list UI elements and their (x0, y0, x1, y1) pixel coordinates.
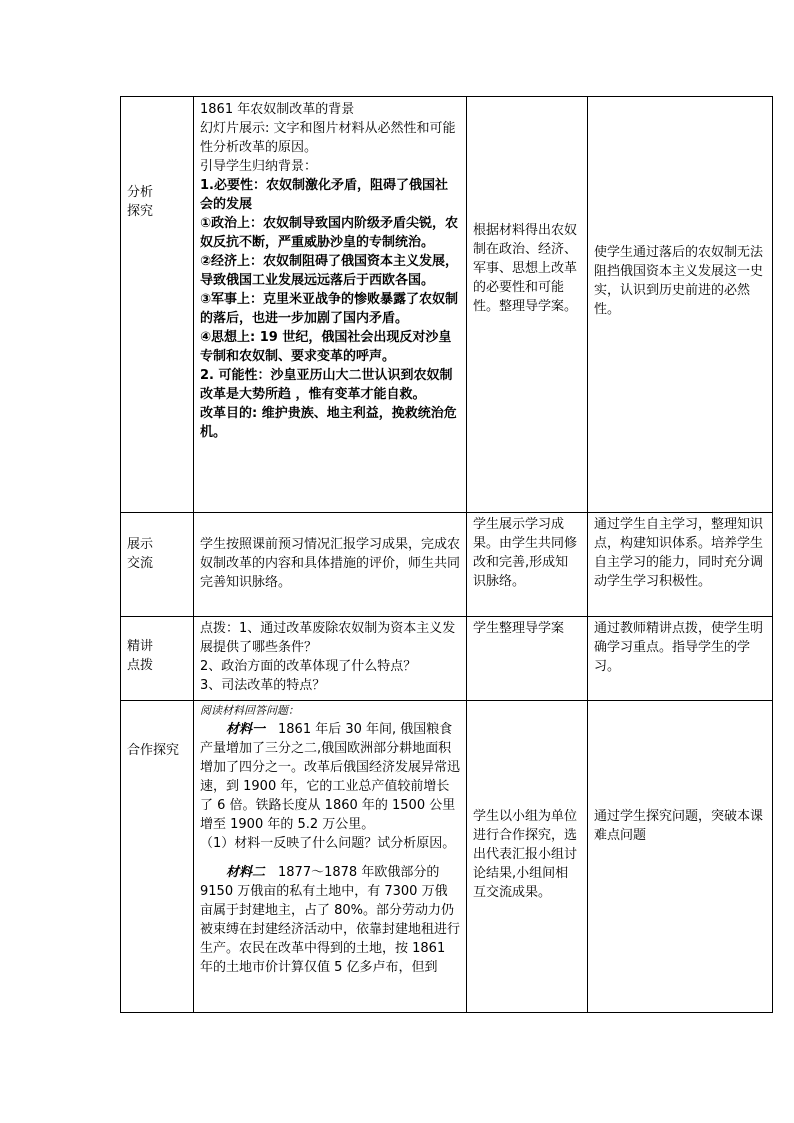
question-item: （1）材料一反映了什么问题？试分析原因。 (200, 836, 456, 851)
stage-label: 交流 (127, 556, 154, 571)
reading-instruction: 阅读材料回答问题： (200, 704, 299, 717)
material-text: 1877～1878 年欧俄部分的 9150 万俄亩的私有土地中，有 7300 万俄亩属于封建地主，占了 80%。部分劳动力仍被束缚在封建经济活动中，依靠封建地租进行生产。农民在改革中得到的土地，按 1861 年的土地市价计算仅值 5 亿多卢布，但到 (200, 865, 461, 975)
student-activity-cell (467, 513, 588, 617)
design-intent-cell (588, 701, 773, 1013)
text-paragraph: 通过学生自主学习，整理知识点，构建知识体系。培养学生自主学习的能力，同时充分调动学生学习积极性。 (594, 517, 764, 589)
text-paragraph: 幻灯片展示: 文字和图片材料从必然性和可能性分析改革的原因。 (200, 121, 456, 155)
text-paragraph: 学生展示学习成果。由学生共同修改和完善,形成知识脉络。 (473, 517, 578, 589)
text-paragraph: 使学生通过落后的农奴制无法阻挡俄国资本主义发展这一史实，认识到历史前进的必然性。 (594, 245, 764, 317)
question-item: 2、政治方面的改革体现了什么特点？ (200, 659, 417, 674)
stage-label: 精讲 (127, 639, 154, 654)
military-point: ③军事上：克里米亚战争的惨败暴露了农奴制的落后，也进一步加剧了国内矛盾。 (200, 292, 459, 326)
stage-label: 点拨 (127, 658, 154, 673)
design-intent-cell (588, 513, 773, 617)
student-activity-cell (467, 617, 588, 701)
material-text: 1861 年后 30 年间, 俄国粮食产量增加了三分之二,俄国欧洲部分耕地面积增加了四分之一。改革后俄国经济发展异常迅速，到 1900 年，它的工业总产值较前增长了 6 倍。铁路长度从 1860 年的 1500 公里增至 1900 年的 5.2 万公里。 (200, 722, 461, 832)
stage-label: 展示 (127, 537, 154, 552)
necessity-heading: 1.必要性：农奴制激化矛盾，阻碍了俄国社会的发展 (200, 178, 448, 212)
possibility-point: 2. 可能性：沙皇亚历山大二世认识到农奴制改革是大势所趋 ，惟有变革才能自救。 (200, 368, 453, 402)
text-paragraph: 通过教师精讲点拨，使学生明确学习重点。指导学生的学习。 (594, 621, 764, 674)
table-row (121, 617, 773, 701)
stage-label: 合作探究 (127, 743, 180, 758)
material-label: 材料一 (226, 722, 266, 737)
stage-cell (121, 513, 194, 617)
table-row (121, 513, 773, 617)
table-row (121, 701, 773, 1013)
stage-label: 探究 (127, 204, 154, 219)
student-activity-cell (467, 97, 588, 513)
question-item: 3、司法改革的特点？ (200, 678, 326, 693)
text-paragraph: 通过学生探究问题，突破本课难点问题 (594, 809, 764, 843)
design-intent-cell (588, 617, 773, 701)
politics-point: ①政治上：农奴制导致国内阶级矛盾尖锐，农奴反抗不断，严重威胁沙皇的专制统治。 (200, 216, 459, 250)
teacher-activity-cell (194, 617, 467, 701)
stage-cell (121, 701, 194, 1013)
stage-label: 分析 (127, 185, 154, 200)
material-label: 材料二 (226, 865, 266, 880)
text-paragraph: 根据材料得出农奴制在政治、经济、军事、思想上改革的必要性和可能性。整理导学案。 (473, 223, 578, 314)
teacher-activity-cell (194, 513, 467, 617)
text-paragraph: 引导学生归纳背景： (200, 159, 318, 174)
teacher-activity-cell (194, 701, 467, 1013)
economy-point: ②经济上：农奴制阻碍了俄国资本主义发展，导致俄国工业发展远远落后于西欧各国。 (200, 254, 459, 288)
text-paragraph: 学生整理导学案 (473, 621, 565, 636)
purpose-point: 改革目的: 维护贵族、地主利益，挽救统治危机。 (200, 406, 457, 440)
table-row (121, 97, 773, 513)
stage-cell (121, 617, 194, 701)
stage-cell (121, 97, 194, 513)
section-title: 1861 年农奴制改革的背景 (200, 102, 355, 117)
lesson-plan-table (120, 96, 773, 1013)
text-paragraph: 学生按照课前预习情况汇报学习成果，完成农奴制改革的内容和具体措施的评价，师生共同完善知识脉络。 (200, 537, 461, 590)
student-activity-cell (467, 701, 588, 1013)
thought-point: ④思想上: 19 世纪，俄国社会出现反对沙皇专制和农奴制、要求变革的呼声。 (200, 330, 452, 364)
teacher-activity-cell (194, 97, 467, 513)
question-item: 点拨：1、通过改革废除农奴制为资本主义发展提供了哪些条件？ (200, 621, 456, 655)
design-intent-cell (588, 97, 773, 513)
text-paragraph: 学生以小组为单位进行合作探究，选出代表汇报小组讨论结果,小组间相互交流成果。 (473, 809, 578, 900)
